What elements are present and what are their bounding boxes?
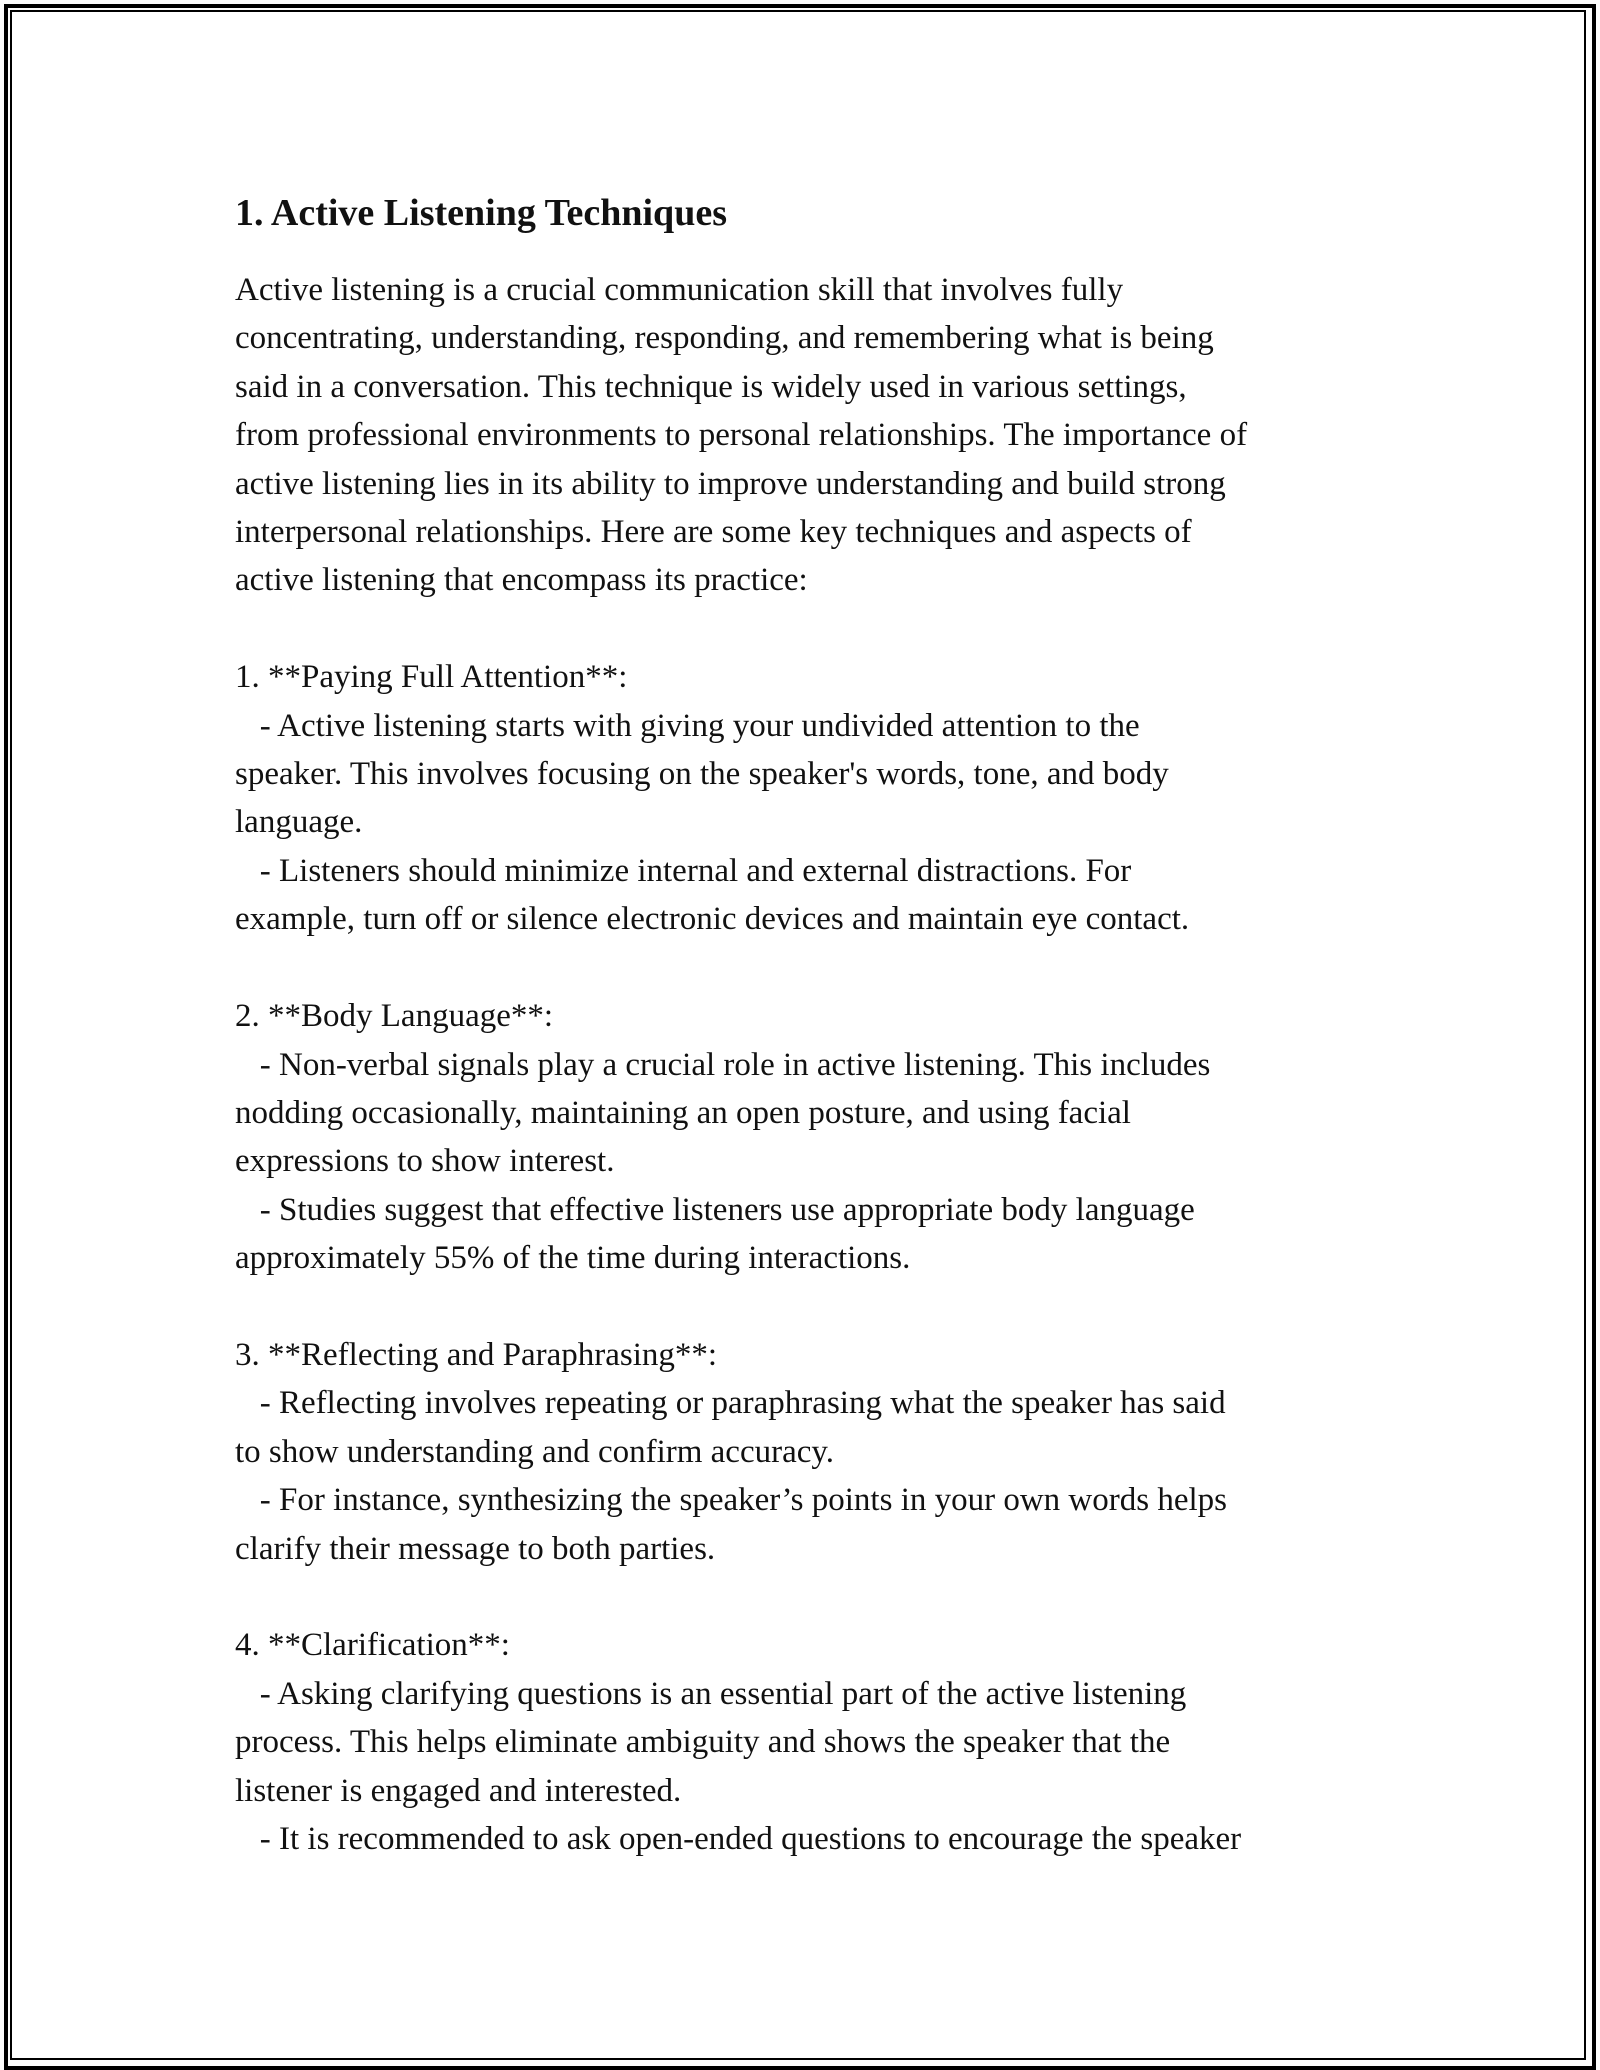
body-text: Active listening is a crucial communication skill that involves fully concentrating, understanding, responding, and remembering what is being said in a conversation. This technique is widely used in various settings, from professional environments to personal relationships. The importance of active listening lies in its ability to improve understanding and build strong interpersonal relationships. Here are some key techniques and aspects of active listening that encompass its practice: 1. **Paying Full Attention**: - Active listening starts with giving your undivided attention to the speaker. This involves focusing on the speaker's words, tone, and body language. - Listeners should minimize internal and external distractions. For example, turn off or silence electronic devices and maintain eye contact. 2. **Body Language**: - Non-verbal signals play a crucial role in active listening. This includes nodding occasionally, maintaining an open posture, and using facial expressions to show interest. - Studies suggest that effective listeners use appropriate body language approximately 55% of the time during interactions. 3. **Reflecting and Paraphrasing**: - Reflecting involves repeating or paraphrasing what the speaker has said to show understanding and confirm accuracy. - For instance, synthesizing the speaker’s points in your own words helps clarify their message to both parties. 4. **Clarification**: - Asking clarifying questions is an essential part of the active listening process. This helps eliminate ambiguity and shows the speaker that the listener is engaged and interested. - It is recommended to ask open-ended questions to encourage the speaker xyxy=(235,272,1248,1857)
document-page xyxy=(235,188,1375,1863)
section-heading: 1. Active Listening Techniques xyxy=(235,192,727,234)
